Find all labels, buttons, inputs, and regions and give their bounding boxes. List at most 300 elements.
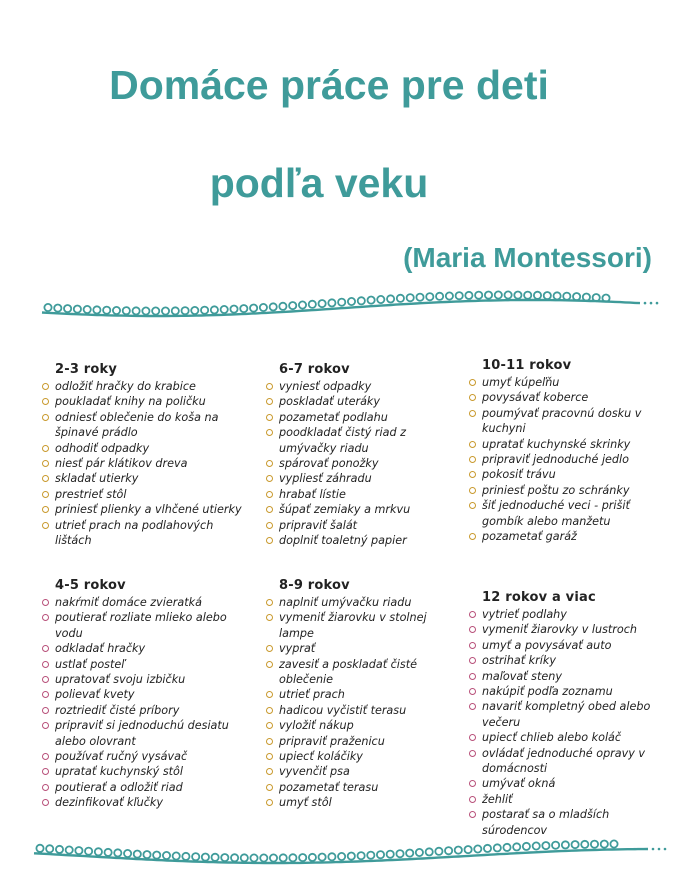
border-loop (445, 847, 452, 854)
chore-text: vyložiť nákup (279, 719, 354, 733)
chore-text: upratovať svoju izbičku (55, 673, 186, 687)
section-12-plus-years (468, 590, 668, 838)
circle-bullet-icon (42, 784, 49, 791)
circle-bullet-icon (266, 491, 273, 498)
chore-item (468, 776, 668, 791)
circle-bullet-icon (42, 522, 49, 529)
chore-text: pozametať terasu (279, 780, 379, 794)
circle-bullet-icon (469, 750, 476, 757)
border-loop (524, 292, 531, 299)
chore-item (265, 487, 465, 502)
border-loop (192, 853, 199, 860)
circle-bullet-icon (469, 471, 476, 478)
chore-text: pozametať podlahu (279, 410, 388, 424)
chore-text: hadicou vyčistiť terasu (279, 703, 407, 717)
circle-bullet-icon (42, 676, 49, 683)
border-loop (377, 851, 384, 858)
border-loop (338, 853, 345, 860)
chore-item (468, 684, 668, 699)
circle-bullet-icon (266, 661, 273, 668)
border-loop (143, 851, 150, 858)
border-loop (153, 852, 160, 859)
circle-bullet-icon (469, 441, 476, 448)
circle-bullet-icon (42, 506, 49, 513)
border-loop (407, 294, 414, 301)
circle-bullet-icon (469, 796, 476, 803)
chore-item (468, 746, 668, 777)
chore-item (468, 699, 668, 730)
chore-item (41, 471, 246, 486)
border-loop (319, 300, 326, 307)
border-dot (652, 848, 655, 851)
chore-item (41, 703, 246, 718)
border-loop (358, 297, 365, 304)
border-loop (495, 291, 502, 298)
border-loop (484, 845, 491, 852)
border-loop (299, 854, 306, 861)
circle-bullet-icon (266, 599, 273, 606)
chore-text: umyť stôl (279, 796, 332, 810)
chore-text: polievať kvety (55, 688, 135, 702)
border-loop (406, 850, 413, 857)
border-loop (475, 292, 482, 299)
border-loop (474, 845, 481, 852)
circle-bullet-icon (266, 753, 273, 760)
border-loop (280, 854, 287, 861)
border-loop (485, 292, 492, 299)
circle-bullet-icon (469, 626, 476, 633)
circle-bullet-icon (266, 799, 273, 806)
circle-bullet-icon (266, 645, 273, 652)
border-loop (172, 307, 179, 314)
chore-item (468, 390, 668, 405)
chore-text: spárovať ponožky (279, 457, 379, 471)
chore-item (265, 703, 465, 718)
section-heading: 6-7 rokov (279, 362, 350, 377)
border-loop (105, 849, 112, 856)
border-loop (562, 841, 569, 848)
chore-item (468, 483, 668, 498)
border-loop (358, 852, 365, 859)
section-10-11-years (468, 358, 668, 544)
chore-text: pripraviť jednoduché jedlo (482, 453, 629, 467)
chore-item (41, 795, 246, 810)
border-dot (658, 848, 661, 851)
chore-item (265, 749, 465, 764)
circle-bullet-icon (266, 768, 273, 775)
chore-text: vyprať (279, 642, 316, 656)
chore-item (41, 379, 246, 394)
chore-text: ostrihať kríky (482, 654, 556, 668)
chore-item (265, 410, 465, 425)
border-loop (513, 843, 520, 850)
chore-item (468, 452, 668, 467)
circle-bullet-icon (42, 599, 49, 606)
border-loop (338, 299, 345, 306)
circle-bullet-icon (266, 383, 273, 390)
chore-text: maľovať steny (482, 669, 562, 683)
border-loop (231, 854, 238, 861)
border-loop (328, 299, 335, 306)
border-loop (124, 850, 131, 857)
border-loop (514, 292, 521, 299)
circle-bullet-icon (469, 456, 476, 463)
section-8-9-years (265, 578, 465, 811)
chore-item (265, 379, 465, 394)
chore-item (41, 780, 246, 795)
chore-item (41, 595, 246, 610)
chore-text: upratať kuchynské skrinky (482, 437, 631, 451)
border-loop (191, 307, 198, 314)
border-loop (533, 842, 540, 849)
chore-text: poskladať uteráky (279, 395, 381, 409)
border-loop (610, 840, 617, 847)
border-loop (201, 307, 208, 314)
border-loop (66, 846, 73, 853)
chore-item (265, 533, 465, 548)
chore-text: upiecť koláčiky (279, 750, 363, 764)
circle-bullet-icon (469, 688, 476, 695)
border-loop (446, 292, 453, 299)
circle-bullet-icon (42, 661, 49, 668)
chore-text: vytrieť podlahy (482, 608, 567, 621)
chore-text: pripraviť praženicu (279, 734, 385, 748)
chore-text: zavesiť a poskladať čisté oblečenie (279, 657, 417, 687)
chore-item (265, 471, 465, 486)
circle-bullet-icon (266, 738, 273, 745)
chore-item (265, 394, 465, 409)
chore-item (265, 425, 465, 456)
section-4-5-years (41, 578, 246, 811)
chore-text: ovládať jednoduché opravy v domácnosti (482, 746, 646, 776)
border-loop (46, 845, 53, 852)
circle-bullet-icon (266, 614, 273, 621)
circle-bullet-icon (42, 707, 49, 714)
circle-bullet-icon (469, 410, 476, 417)
border-loop (173, 852, 180, 859)
border-loop (56, 846, 63, 853)
chore-text: poutierať a odložiť riad (55, 780, 183, 794)
circle-bullet-icon (469, 703, 476, 710)
chore-text: utrieť prach na podlahových lištách (55, 518, 214, 548)
chore-list (265, 379, 465, 548)
chore-item (468, 467, 668, 482)
section-heading: 8-9 rokov (279, 578, 350, 593)
chore-text: umývať okná (482, 777, 556, 791)
border-loop (563, 293, 570, 300)
circle-bullet-icon (266, 475, 273, 482)
chore-item (468, 638, 668, 653)
chore-text: používať ručný vysávač (55, 750, 188, 764)
chore-list (265, 595, 465, 811)
chore-text: priniesť plienky a vlhčené utierky (55, 503, 242, 517)
circle-bullet-icon (266, 707, 273, 714)
border-loop (114, 849, 121, 856)
chore-item (41, 441, 246, 456)
page-subtitle: (Maria Montessori) (403, 242, 652, 273)
border-loop (396, 850, 403, 857)
border-loop (133, 307, 140, 314)
circle-bullet-icon (266, 506, 273, 513)
circle-bullet-icon (42, 645, 49, 652)
border-loop (85, 848, 92, 855)
border-loop (534, 292, 541, 299)
border-loop (348, 298, 355, 305)
border-loop (221, 854, 228, 861)
border-loop (152, 307, 159, 314)
circle-bullet-icon (42, 691, 49, 698)
circle-bullet-icon (469, 657, 476, 664)
border-loop (494, 844, 501, 851)
chore-text: poutierať rozliate mlieko alebo vodu (55, 611, 227, 640)
circle-bullet-icon (469, 379, 476, 386)
circle-bullet-icon (42, 722, 49, 729)
border-loop (44, 304, 51, 311)
chore-item (468, 498, 668, 529)
chore-item (265, 734, 465, 749)
chore-item (41, 687, 246, 702)
circle-bullet-icon (469, 394, 476, 401)
circle-bullet-icon (469, 487, 476, 494)
circle-bullet-icon (42, 768, 49, 775)
border-loop (573, 293, 580, 300)
chore-item (265, 780, 465, 795)
chore-text: utrieť prach (279, 688, 345, 702)
circle-bullet-icon (469, 533, 476, 540)
border-loop (279, 303, 286, 310)
chore-item (265, 518, 465, 533)
border-loop (36, 845, 43, 852)
chore-item (265, 456, 465, 471)
chore-item (468, 792, 668, 807)
border-loop (103, 307, 110, 314)
border-loop (299, 301, 306, 308)
border-loop (581, 841, 588, 848)
chore-text: poukladať knihy na poličku (55, 395, 206, 409)
chore-list (468, 375, 668, 544)
chore-text: vymeniť žiarovky v lustroch (482, 623, 637, 637)
chore-text: odkladať hračky (55, 642, 146, 656)
circle-bullet-icon (266, 522, 273, 529)
chore-text: odhodiť odpadky (55, 441, 150, 455)
chore-item (468, 653, 668, 668)
border-loop (163, 852, 170, 859)
section-heading: 2-3 roky (55, 362, 118, 377)
chore-item (41, 764, 246, 779)
chore-text: povysávať koberce (482, 391, 589, 405)
border-loop (455, 847, 462, 854)
circle-bullet-icon (42, 799, 49, 806)
border-loop (95, 848, 102, 855)
border-loop (387, 295, 394, 302)
circle-bullet-icon (469, 642, 476, 649)
chore-item (41, 657, 246, 672)
chore-item (41, 672, 246, 687)
border-loop (250, 854, 257, 861)
circle-bullet-icon (469, 780, 476, 787)
chore-item (41, 394, 246, 409)
border-loop (465, 846, 472, 853)
chore-text: umyť a povysávať auto (482, 638, 612, 652)
section-heading: 4-5 rokov (55, 578, 126, 593)
chore-item (468, 437, 668, 452)
border-loop (554, 292, 561, 299)
circle-bullet-icon (266, 722, 273, 729)
chore-text: dezinfikovať kľučky (55, 796, 163, 810)
border-loop (84, 306, 91, 313)
chore-item (468, 622, 668, 637)
chore-text: poodkladať čistý riad z umývačky riadu (279, 426, 406, 455)
border-loop (416, 849, 423, 856)
border-loop (348, 853, 355, 860)
border-loop (202, 854, 209, 861)
chore-text: niesť pár klátikov dreva (55, 457, 188, 471)
circle-bullet-icon (266, 537, 273, 544)
border-loop (270, 303, 277, 310)
chore-text: poumývať pracovnú dosku v kuchyni (482, 406, 642, 436)
chore-item (468, 406, 668, 437)
circle-bullet-icon (42, 475, 49, 482)
border-loop (289, 302, 296, 309)
chore-text: nakŕmiť domáce zvieratká (55, 596, 202, 609)
border-loop (211, 306, 218, 313)
border-loop (503, 844, 510, 851)
chore-text: nakúpiť podľa zoznamu (482, 685, 613, 699)
chore-item (41, 610, 246, 641)
border-loop (221, 306, 228, 313)
border-loop (212, 854, 219, 861)
chore-text: navariť kompletný obed alebo večeru (482, 700, 651, 729)
border-loop (542, 842, 549, 849)
border-loop (416, 294, 423, 301)
circle-bullet-icon (266, 460, 273, 467)
border-loop (240, 305, 247, 312)
chore-text: pripraviť si jednoduchú desiatu alebo olovrant (55, 719, 229, 748)
chore-text: umyť kúpeľňu (482, 376, 560, 389)
circle-bullet-icon (469, 734, 476, 741)
border-loop (289, 854, 296, 861)
chore-list (41, 595, 246, 811)
chore-list (468, 607, 668, 838)
chore-text: pozametať garáž (482, 530, 577, 544)
chore-item (265, 795, 465, 810)
circle-bullet-icon (42, 445, 49, 452)
border-loop (74, 306, 81, 313)
chore-text: vypliesť záhradu (279, 472, 372, 486)
chore-item (265, 687, 465, 702)
border-loop (54, 305, 61, 312)
border-loop (387, 851, 394, 858)
chore-item (265, 595, 465, 610)
page-title-line2: podľa veku (209, 160, 429, 206)
chore-text: upiecť chlieb alebo koláč (482, 731, 622, 745)
chore-item (265, 764, 465, 779)
border-loop (436, 293, 443, 300)
chore-text: šiť jednoduché veci - prišiť gombík alebo manžetu (482, 499, 630, 528)
border-loop (583, 294, 590, 301)
chore-item (41, 749, 246, 764)
circle-bullet-icon (469, 502, 476, 509)
chore-text: šúpať zemiaky a mrkvu (279, 503, 411, 517)
section-2-3-years (41, 362, 246, 548)
chore-item (41, 502, 246, 517)
chore-item (468, 730, 668, 745)
chore-text: postarať sa o mladších súrodencov (482, 808, 610, 837)
chore-item (468, 607, 668, 622)
circle-bullet-icon (42, 414, 49, 421)
chore-text: naplniť umývačku riadu (279, 596, 412, 609)
section-heading: 12 rokov a viac (482, 590, 596, 605)
chore-text: odniesť oblečenie do koša na špinavé prádlo (55, 410, 219, 440)
border-dot (664, 848, 667, 851)
chore-item (41, 718, 246, 749)
border-loop (435, 848, 442, 855)
chore-text: roztriediť čisté príbory (55, 703, 180, 717)
border-loop (230, 306, 237, 313)
border-loop (260, 854, 267, 861)
chore-text: upratať kuchynský stôl (55, 765, 184, 779)
chore-item (265, 718, 465, 733)
border-loop (309, 854, 316, 861)
border-loop (142, 307, 149, 314)
border-loop (552, 842, 559, 849)
chore-text: priniesť poštu zo schránky (482, 483, 630, 497)
chore-text: prestrieť stôl (55, 487, 127, 501)
page-title: Domáce práce pre deti (109, 62, 549, 108)
chore-item (41, 641, 246, 656)
border-loop (319, 854, 326, 861)
chore-item (468, 669, 668, 684)
circle-bullet-icon (42, 398, 49, 405)
chore-item (41, 518, 246, 549)
border-loop (123, 307, 130, 314)
border-loop (64, 305, 71, 312)
border-loop (182, 307, 189, 314)
border-loop (260, 304, 267, 311)
circle-bullet-icon (469, 611, 476, 618)
chore-text: ustlať posteľ (55, 657, 125, 671)
border-loop (426, 848, 433, 855)
border-loop (377, 296, 384, 303)
border-loop (397, 295, 404, 302)
chore-text: pripraviť šalát (279, 518, 358, 532)
border-loop (75, 847, 82, 854)
section-6-7-years (265, 362, 465, 548)
border-loop (134, 851, 141, 858)
chore-item (265, 610, 465, 641)
border-loop (367, 852, 374, 859)
border-loop (93, 306, 100, 313)
border-loop (162, 307, 169, 314)
border-loop (544, 292, 551, 299)
border-dot (656, 302, 659, 305)
chore-text: žehliť (482, 792, 513, 806)
chore-text: vyniesť odpadky (279, 380, 372, 393)
border-dot (650, 302, 653, 305)
chore-item (41, 456, 246, 471)
decorative-border-bottom (0, 818, 678, 889)
border-loop (591, 841, 598, 848)
circle-bullet-icon (42, 491, 49, 498)
chore-list (41, 379, 246, 548)
border-loop (241, 854, 248, 861)
chore-item (265, 641, 465, 656)
chore-text: vymeniť žiarovku v stolnej lampe (279, 611, 427, 640)
chore-text: odložiť hračky do krabice (55, 380, 196, 393)
border-line (42, 300, 640, 316)
border-loop (182, 853, 189, 860)
chore-item (41, 410, 246, 441)
